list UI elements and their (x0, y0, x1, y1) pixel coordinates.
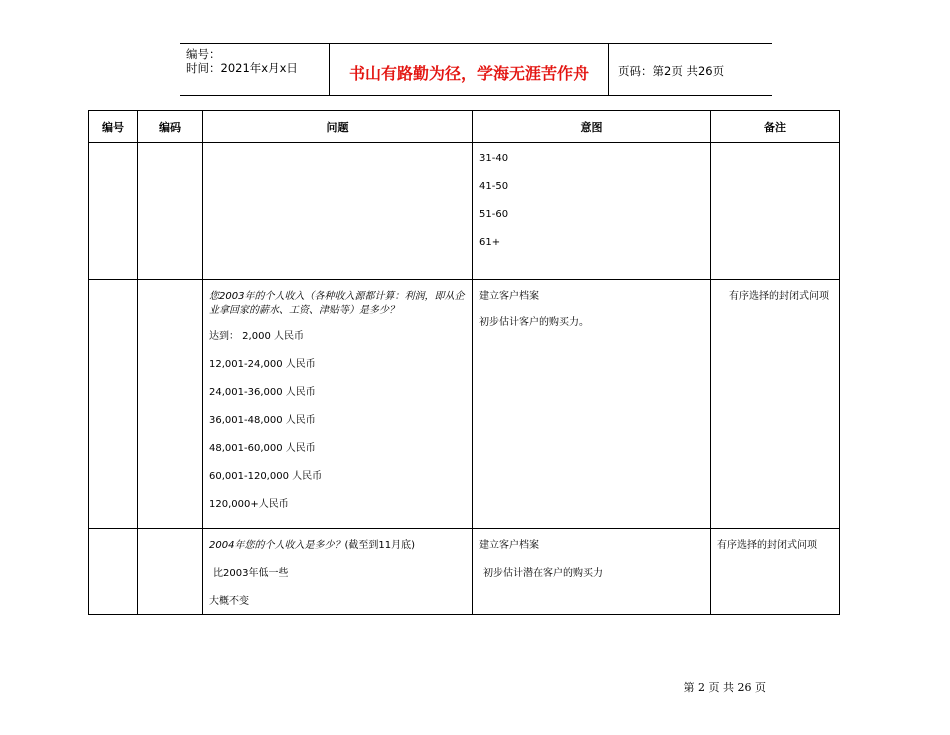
page-footer: 第 2 页 共 26 页 (683, 681, 766, 694)
income-option: 48,001-60,000 人民币 (209, 443, 316, 454)
col-header-note: 备注 (711, 111, 840, 143)
cell-note (711, 529, 840, 615)
income-option: 大概不变 (209, 596, 249, 607)
col-header-intent: 意图 (473, 111, 711, 143)
age-option: 61+ (479, 237, 501, 248)
age-option: 31-40 (479, 153, 509, 164)
age-option: 41-50 (479, 181, 509, 192)
income-option: 12,001-24,000 人民币 (209, 359, 316, 370)
header-motto: 书山有路勤为径，学海无涯苦作舟 (348, 64, 589, 83)
age-option: 51-60 (479, 209, 509, 220)
header-page-number: 页码：第2页 共26页 (618, 64, 725, 78)
table-row (89, 529, 840, 615)
cell-intent (473, 280, 711, 529)
cell-question (203, 529, 473, 615)
col-header-code: 编码 (138, 111, 203, 143)
income-option: 24,001-36,000 人民币 (209, 387, 316, 398)
intent-text: 初步估计潜在客户的购买力 (483, 568, 603, 579)
question-suffix: (截至到11月底) (344, 540, 415, 551)
col-header-question: 问题 (203, 111, 473, 143)
intent-text: 初步估计客户的购买力。 (479, 317, 589, 328)
income-option: 120,000+人民币 (209, 499, 289, 510)
col-header-number: 编号 (89, 111, 138, 143)
income-option: 60,001-120,000 人民币 (209, 471, 323, 482)
question-text: 您2003年的个人收入（各种收入源都计算：利润，即从企业拿回家的薪水、工资、津贴等）是多少？ (209, 291, 465, 316)
cell-number (89, 529, 138, 615)
header-meta (186, 47, 298, 75)
page-header (180, 43, 772, 96)
cell-code (138, 280, 203, 529)
cell-code (138, 143, 203, 280)
cell-code (138, 529, 203, 615)
header-time: 时间：2021年x月x日 (186, 61, 298, 75)
cell-intent (473, 143, 711, 280)
table-row (89, 143, 840, 280)
question-text: 2004年您的个人收入是多少？ (209, 540, 345, 551)
cell-note (711, 280, 840, 529)
header-number: 编号： (186, 47, 221, 61)
questionnaire-table (88, 110, 840, 615)
cell-number (89, 280, 138, 529)
table-row (89, 280, 840, 529)
cell-question (203, 143, 473, 280)
income-option: 36,001-48,000 人民币 (209, 415, 316, 426)
note-text: 有序选择的封闭式问项 (729, 291, 829, 302)
table-header-row (89, 111, 840, 143)
intent-text: 建立客户档案 (479, 291, 539, 302)
cell-question (203, 280, 473, 529)
income-option: 比2003年低一些 (213, 568, 289, 579)
cell-intent (473, 529, 711, 615)
note-text: 有序选择的封闭式问项 (717, 540, 817, 551)
intent-text: 建立客户档案 (479, 540, 539, 551)
income-option: 达到： 2,000 人民币 (209, 331, 304, 342)
header-divider (608, 44, 609, 95)
cell-number (89, 143, 138, 280)
cell-note (711, 143, 840, 280)
